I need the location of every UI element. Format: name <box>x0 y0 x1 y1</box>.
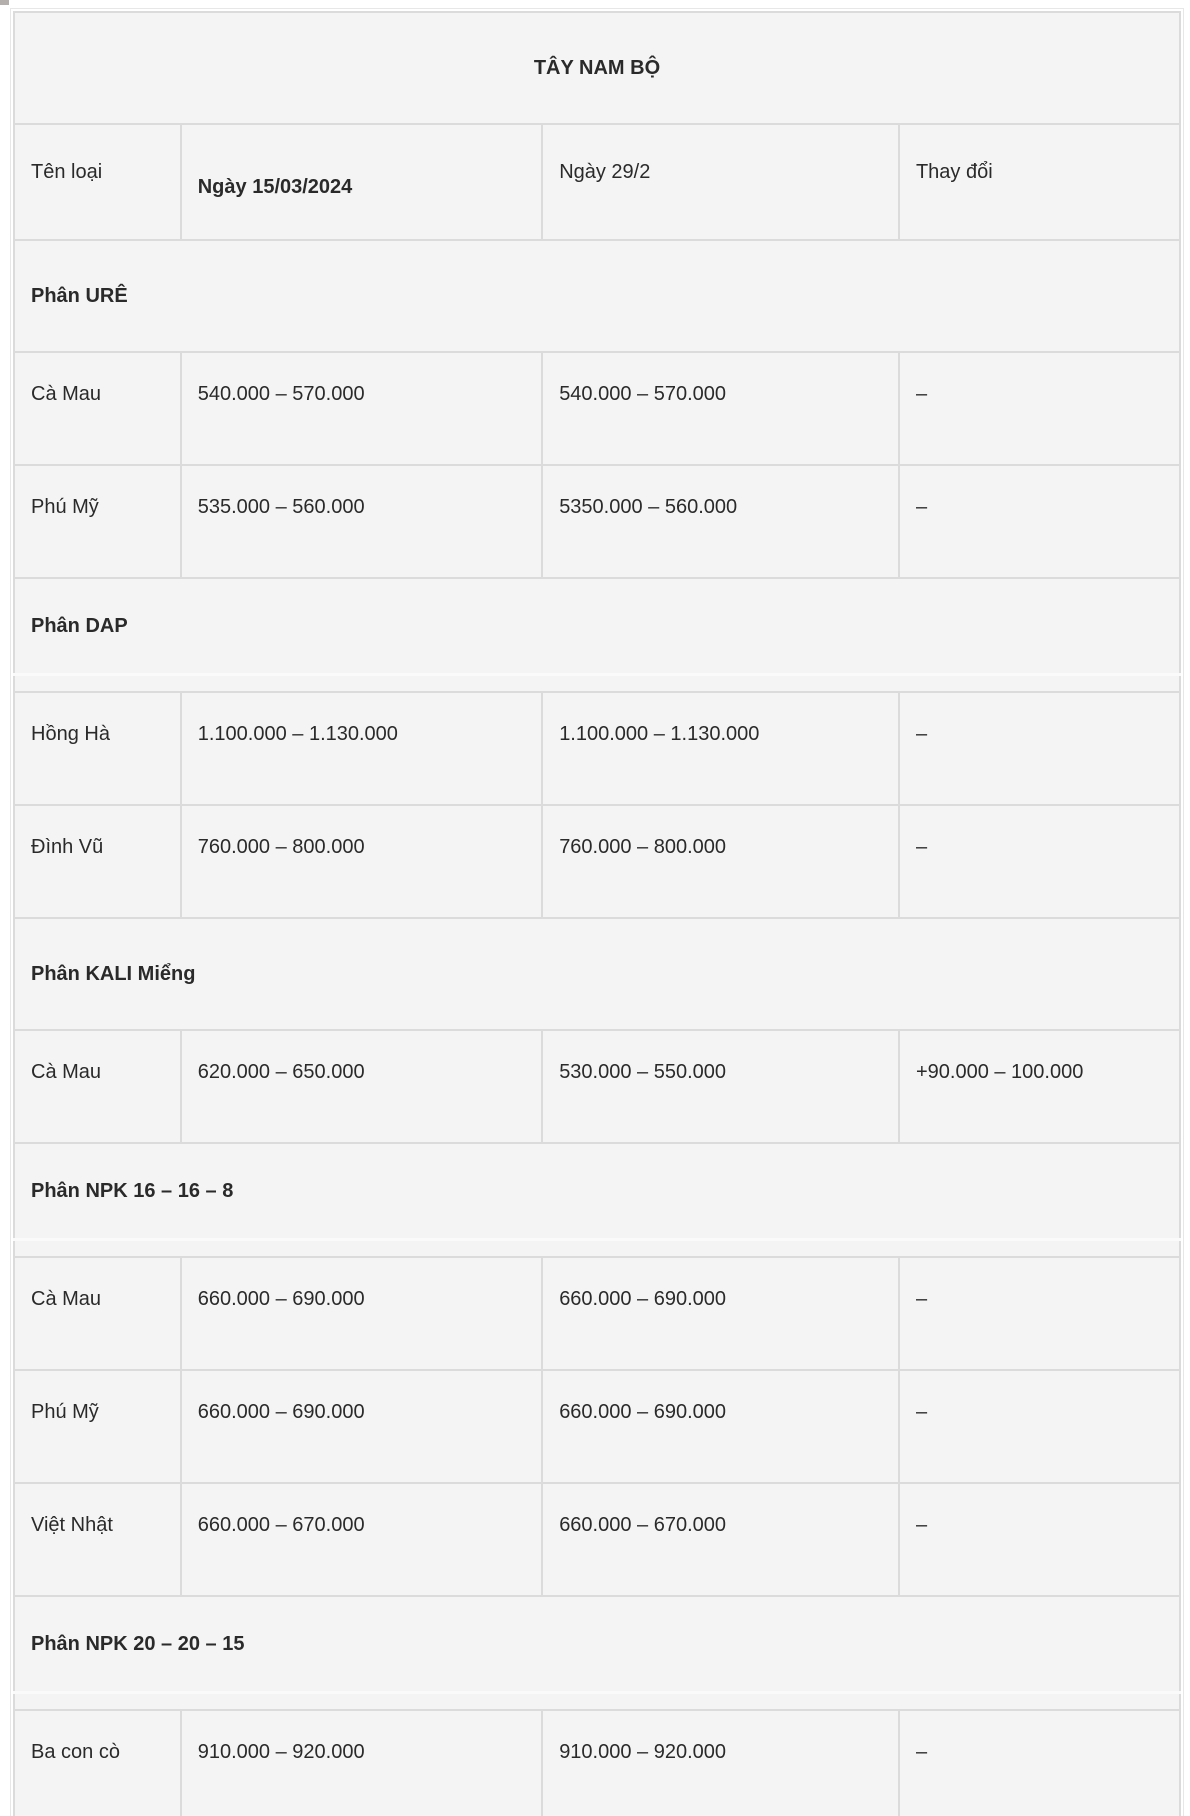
price-change: – <box>899 352 1180 465</box>
product-name: Phú Mỹ <box>14 1370 181 1483</box>
section-divider <box>14 1239 1180 1257</box>
section-title: Phân KALI Miểng <box>14 918 1180 1030</box>
price-table-container <box>10 8 1184 1816</box>
price-previous: 530.000 – 550.000 <box>542 1030 899 1143</box>
price-current: 540.000 – 570.000 <box>181 352 542 465</box>
price-previous: 760.000 – 800.000 <box>542 805 899 918</box>
price-current: 760.000 – 800.000 <box>181 805 542 918</box>
price-current: 660.000 – 690.000 <box>181 1257 542 1370</box>
price-previous: 540.000 – 570.000 <box>542 352 899 465</box>
price-change: – <box>899 1257 1180 1370</box>
price-current: 1.100.000 – 1.130.000 <box>181 692 542 805</box>
price-current: 535.000 – 560.000 <box>181 465 542 578</box>
column-header-change: Thay đổi <box>899 124 1180 240</box>
section-header-row <box>14 918 1180 1030</box>
table-row <box>14 692 1180 805</box>
product-name: Hồng Hà <box>14 692 181 805</box>
price-current: 660.000 – 670.000 <box>181 1483 542 1596</box>
section-title: Phân URÊ <box>14 240 1180 352</box>
section-title: Phân NPK 16 – 16 – 8 <box>14 1143 1180 1239</box>
product-name: Cà Mau <box>14 352 181 465</box>
product-name: Cà Mau <box>14 1257 181 1370</box>
price-change: – <box>899 692 1180 805</box>
product-name: Ba con cò <box>14 1710 181 1816</box>
table-row <box>14 1370 1180 1483</box>
price-previous: 1.100.000 – 1.130.000 <box>542 692 899 805</box>
column-header-current-date <box>181 124 542 240</box>
section-title: Phân DAP <box>14 578 1180 674</box>
price-current: 620.000 – 650.000 <box>181 1030 542 1143</box>
product-name: Phú Mỹ <box>14 465 181 578</box>
price-change: – <box>899 805 1180 918</box>
price-change: – <box>899 1370 1180 1483</box>
region-title-row <box>14 12 1180 124</box>
section-header-row <box>14 240 1180 352</box>
price-change: – <box>899 1483 1180 1596</box>
product-name: Việt Nhật <box>14 1483 181 1596</box>
table-row <box>14 805 1180 918</box>
section-divider-row <box>14 1692 1180 1710</box>
section-divider-row <box>14 1239 1180 1257</box>
column-header-current-date-label: Ngày 15/03/2024 <box>197 176 353 198</box>
fertilizer-price-table <box>13 11 1181 1816</box>
section-header-row <box>14 578 1180 674</box>
price-previous: 660.000 – 690.000 <box>542 1370 899 1483</box>
section-divider <box>14 1692 1180 1710</box>
section-header-row <box>14 1596 1180 1692</box>
price-previous: 660.000 – 690.000 <box>542 1257 899 1370</box>
price-current: 660.000 – 690.000 <box>181 1370 542 1483</box>
table-row <box>14 352 1180 465</box>
column-header-row <box>14 124 1180 240</box>
table-row <box>14 1030 1180 1143</box>
price-previous: 5350.000 – 560.000 <box>542 465 899 578</box>
section-divider <box>14 674 1180 692</box>
table-row <box>14 465 1180 578</box>
region-title: TÂY NAM BỘ <box>14 12 1180 124</box>
price-change: +90.000 – 100.000 <box>899 1030 1180 1143</box>
table-row <box>14 1710 1180 1816</box>
price-previous: 660.000 – 670.000 <box>542 1483 899 1596</box>
price-previous: 910.000 – 920.000 <box>542 1710 899 1816</box>
section-header-row <box>14 1143 1180 1239</box>
price-current: 910.000 – 920.000 <box>181 1710 542 1816</box>
product-name: Cà Mau <box>14 1030 181 1143</box>
scrollbar-corner-fragment <box>0 0 9 5</box>
section-divider-row <box>14 674 1180 692</box>
price-change: – <box>899 465 1180 578</box>
product-name: Đình Vũ <box>14 805 181 918</box>
price-change: – <box>899 1710 1180 1816</box>
section-title: Phân NPK 20 – 20 – 15 <box>14 1596 1180 1692</box>
column-header-previous-date: Ngày 29/2 <box>542 124 899 240</box>
table-row <box>14 1483 1180 1596</box>
table-row <box>14 1257 1180 1370</box>
column-header-type: Tên loại <box>14 124 181 240</box>
